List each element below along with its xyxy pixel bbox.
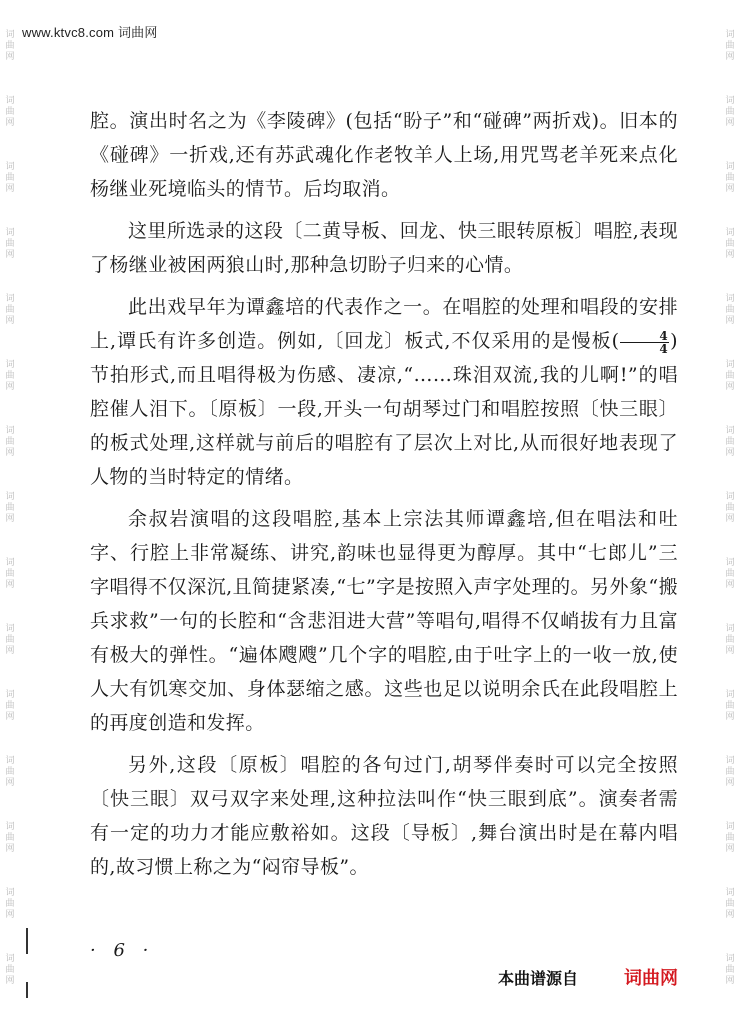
watermark-mark: 词曲网: [725, 558, 735, 590]
paragraph-2: 这里所选录的这段〔二黄导板、回龙、快三眼转原板〕唱腔,表现了杨继业被困两狼山时,那种急切盼子归来的心情。: [90, 220, 678, 276]
paragraph-5: 另外,这段〔原板〕唱腔的各句过门,胡琴伴奏时可以完全按照〔快三眼〕双弓双字来处理,这种拉法叫作“快三眼到底”。演奏者需有一定的功力才能应敷裕如。这段〔导板〕,舞台演出时是在幕内唱的,故习惯上称之为“闷帘导板”。: [90, 754, 678, 878]
watermark-mark: 词曲网: [5, 162, 15, 194]
watermark-mark: 词曲网: [5, 690, 15, 722]
paragraph-3-part-2: )节拍形式,而且唱得极为伤感、凄凉,“……珠泪双流,我的儿啊!”的唱腔催人泪下。〔原板〕一段,开头一句胡琴过门和唱腔按照〔快三眼〕的板式处理,这样就与前后的唱腔有了层次上对比,从而很好地表现了人物的当时特定的情绪。: [90, 330, 678, 488]
watermark-mark: 词曲网: [725, 690, 735, 722]
watermark-mark: 词曲网: [5, 30, 15, 62]
watermark-mark: 词曲网: [725, 756, 735, 788]
left-watermark-strip: [0, 0, 20, 1017]
watermark-mark: 词曲网: [5, 96, 15, 128]
margin-mark-upper: [26, 928, 28, 954]
watermark-mark: 词曲网: [5, 294, 15, 326]
watermark-mark: 词曲网: [5, 756, 15, 788]
paragraph-1: 腔。演出时名之为《李陵碑》(包括“盼子”和“碰碑”两折戏)。旧本的《碰碑》一折戏,还有苏武魂化作老牧羊人上场,用咒骂老羊死来点化杨继业死境临头的情节。后均取消。: [90, 110, 678, 200]
watermark-mark: 词曲网: [725, 360, 735, 392]
watermark-mark: 词曲网: [725, 228, 735, 260]
paragraph-4: 余叔岩演唱的这段唱腔,基本上宗法其师谭鑫培,但在唱法和吐字、行腔上非常凝练、讲究,韵味也显得更为醇厚。其中“七郎儿”三字唱得不仅深沉,且简捷紧凑,“七”字是按照入声字处理的。另外象“搬兵求救”一句的长腔和“含悲泪进大营”等唱句,唱得不仅峭拔有力且富有极大的弹性。“遍体飕飕”几个字的唱腔,由于吐字上的一收一放,使人大有饥寒交加、身体瑟缩之感。这些也足以说明余氏在此段唱腔上的再度创造和发挥。: [90, 508, 678, 734]
watermark-mark: 词曲网: [5, 558, 15, 590]
site-header: www.ktvc8.com 词曲网: [22, 25, 158, 40]
paragraph-3-part-1: 此出戏早年为谭鑫培的代表作之一。在唱腔的处理和唱段的安排上,谭氏有许多创造。例如,〔回龙〕板式,不仅采用的是慢板(: [90, 296, 678, 352]
watermark-mark: 词曲网: [5, 888, 15, 920]
page-number: · 6 ·: [90, 940, 155, 961]
watermark-mark: 词曲网: [725, 954, 735, 986]
watermark-mark: 词曲网: [5, 954, 15, 986]
watermark-mark: 词曲网: [725, 426, 735, 458]
document-body: [90, 104, 678, 892]
paragraph-3: [90, 290, 678, 494]
watermark-mark: 词曲网: [5, 360, 15, 392]
fraction-numerator: 4: [620, 330, 669, 343]
watermark-mark: 词曲网: [5, 624, 15, 656]
watermark-mark: 词曲网: [725, 822, 735, 854]
watermark-mark: 词曲网: [725, 162, 735, 194]
source-brand-link[interactable]: 词曲网: [624, 968, 678, 989]
source-label: 本曲谱源自: [498, 969, 579, 988]
right-watermark-strip: [720, 0, 740, 1017]
watermark-mark: 词曲网: [5, 228, 15, 260]
watermark-mark: 词曲网: [725, 96, 735, 128]
watermark-mark: 词曲网: [5, 822, 15, 854]
time-signature-fraction: [620, 330, 669, 355]
watermark-mark: 词曲网: [725, 888, 735, 920]
margin-mark-lower: [26, 982, 28, 998]
watermark-mark: 词曲网: [725, 492, 735, 524]
watermark-mark: 词曲网: [725, 30, 735, 62]
watermark-mark: 词曲网: [5, 492, 15, 524]
watermark-mark: 词曲网: [725, 624, 735, 656]
watermark-mark: 词曲网: [5, 426, 15, 458]
fraction-denominator: 4: [659, 341, 669, 356]
watermark-mark: 词曲网: [725, 294, 735, 326]
